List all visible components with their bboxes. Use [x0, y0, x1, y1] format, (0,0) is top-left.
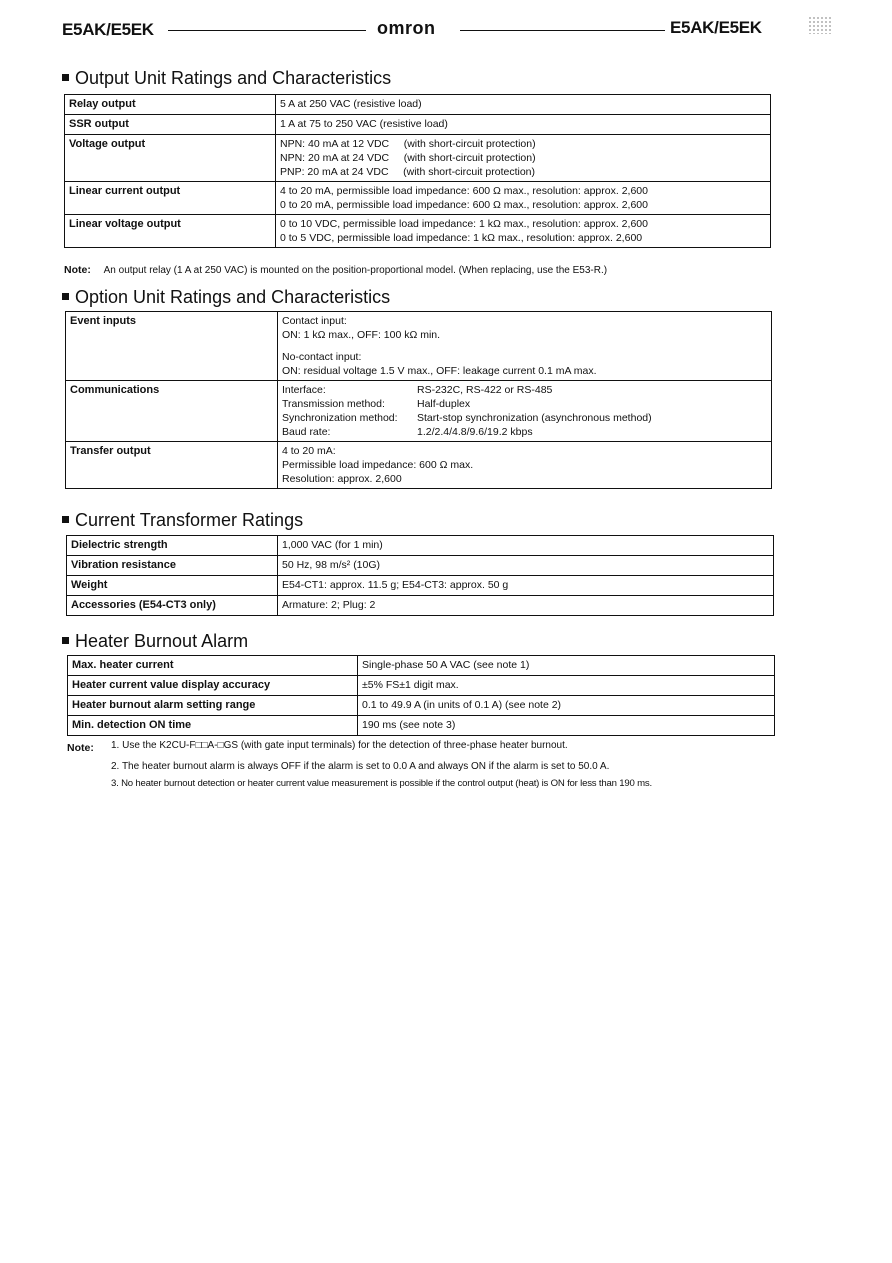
- row-value: [276, 215, 771, 248]
- section-heading-text: Output Unit Ratings and Characteristics: [75, 68, 392, 88]
- heater-note-3: 3. No heater burnout detection or heater current value measurement is possible if the control output (heat) is ON for less than 190 ms.: [111, 778, 652, 789]
- row-label: Heater current value display accuracy: [68, 676, 358, 696]
- value-line: Contact input:: [282, 315, 347, 327]
- value-line: 5 A at 250 VAC (resistive load): [280, 98, 422, 110]
- table-row: [67, 536, 774, 556]
- value-line: 4 to 20 mA, permissible load impedance: 600 Ω max., resolution: approx. 2,600: [280, 185, 648, 197]
- row-label: Max. heater current: [68, 656, 358, 676]
- row-value: Single-phase 50 A VAC (see note 1): [358, 656, 775, 676]
- row-label: Weight: [67, 576, 278, 596]
- table-row: [68, 656, 775, 676]
- table-row: [65, 215, 771, 248]
- value-line: No-contact input:: [282, 351, 362, 363]
- value-line: 0 to 10 VDC, permissible load impedance: 1 kΩ max., resolution: approx. 2,600: [280, 218, 648, 230]
- kv-value: 1.2/2.4/4.8/9.6/19.2 kbps: [417, 426, 533, 438]
- row-value: 1,000 VAC (for 1 min): [278, 536, 774, 556]
- header-rule-left: [168, 30, 366, 31]
- section-heading-option-unit: [62, 287, 390, 308]
- row-label: Transfer output: [66, 442, 278, 489]
- row-value: E54-CT1: approx. 11.5 g; E54-CT3: approx. 50 g: [278, 576, 774, 596]
- value-line: NPN: 20 mA at 24 VDC (with short-circuit protection): [280, 152, 536, 164]
- table-row: [68, 696, 775, 716]
- value-line: NPN: 40 mA at 12 VDC (with short-circuit protection): [280, 138, 536, 150]
- kv-line: [282, 383, 767, 397]
- table-row: [65, 95, 771, 115]
- brand-logo: omron: [377, 18, 436, 38]
- row-label: Accessories (E54-CT3 only): [67, 596, 278, 616]
- value-line: 1 A at 75 to 250 VAC (resistive load): [280, 118, 448, 130]
- value-line: ON: residual voltage 1.5 V max., OFF: leakage current 0.1 mA max.: [282, 365, 597, 377]
- kv-line: [282, 425, 767, 439]
- kv-key: Transmission method:: [282, 398, 385, 410]
- value-line: 0 to 20 mA, permissible load impedance: 600 Ω max., resolution: approx. 2,600: [280, 199, 648, 211]
- kv-value: RS-232C, RS-422 or RS-485: [417, 384, 553, 396]
- heater-table: [67, 655, 775, 736]
- output-unit-table: [64, 94, 771, 248]
- table-row: [66, 381, 772, 442]
- row-value: [278, 442, 772, 489]
- row-value: [276, 95, 771, 115]
- row-value: [276, 115, 771, 135]
- row-label: Linear current output: [65, 182, 276, 215]
- bullet-square-icon: [62, 637, 69, 644]
- header-left-title: E5AK/E5EK: [62, 20, 154, 39]
- header-right-title: E5AK/E5EK: [670, 18, 762, 37]
- row-value: [276, 182, 771, 215]
- table-row: [68, 716, 775, 736]
- ct-table: [66, 535, 774, 616]
- note-text: An output relay (1 A at 250 VAC) is mounted on the position-proportional model. (When replacing, use the E53-R.): [103, 265, 608, 276]
- section-heading-text: Current Transformer Ratings: [75, 510, 304, 530]
- table-row: [65, 115, 771, 135]
- heater-note-2: 2. The heater burnout alarm is always OFF if the alarm is set to 0.0 A and always ON if the alarm is set to 50.0 A.: [111, 761, 610, 772]
- value-line: 0 to 5 VDC, permissible load impedance: 1 kΩ max., resolution: approx. 2,600: [280, 232, 643, 244]
- table-row: [67, 596, 774, 616]
- section-heading-text: Heater Burnout Alarm: [75, 631, 249, 651]
- kv-value: Half-duplex: [417, 398, 471, 410]
- row-value: 190 ms (see note 3): [358, 716, 775, 736]
- table-row: [65, 182, 771, 215]
- heater-note-label: Note:: [67, 742, 94, 754]
- section-heading-current-transformer: [62, 510, 303, 531]
- row-value: Armature: 2; Plug: 2: [278, 596, 774, 616]
- row-label: Relay output: [65, 95, 276, 115]
- kv-key: Baud rate:: [282, 426, 331, 438]
- row-value: ±5% FS±1 digit max.: [358, 676, 775, 696]
- row-label: Vibration resistance: [67, 556, 278, 576]
- table-row: [68, 676, 775, 696]
- section-heading-text: Option Unit Ratings and Characteristics: [75, 287, 391, 307]
- row-label: SSR output: [65, 115, 276, 135]
- kv-key: Interface:: [282, 384, 326, 396]
- note-label: Note:: [64, 264, 91, 276]
- value-line: 4 to 20 mA:: [282, 445, 336, 457]
- row-label: Event inputs: [66, 312, 278, 381]
- table-row: [65, 135, 771, 182]
- bullet-square-icon: [62, 293, 69, 300]
- row-label: Min. detection ON time: [68, 716, 358, 736]
- value-line: PNP: 20 mA at 24 VDC (with short-circuit protection): [280, 166, 536, 178]
- value-line: Permissible load impedance: 600 Ω max.: [282, 459, 474, 471]
- kv-line: [282, 397, 767, 411]
- scan-speck: [808, 16, 832, 34]
- row-label: Linear voltage output: [65, 215, 276, 248]
- table-row: [67, 556, 774, 576]
- bullet-square-icon: [62, 74, 69, 81]
- option-unit-table: [65, 311, 772, 489]
- table-row: [66, 312, 772, 381]
- row-value: [276, 135, 771, 182]
- kv-line: [282, 411, 767, 425]
- table-row: [66, 442, 772, 489]
- row-label: Dielectric strength: [67, 536, 278, 556]
- row-value: 50 Hz, 98 m/s² (10G): [278, 556, 774, 576]
- section-heading-output-unit: [62, 68, 391, 89]
- table-row: [67, 576, 774, 596]
- row-label: Voltage output: [65, 135, 276, 182]
- kv-key: Synchronization method:: [282, 412, 398, 424]
- row-label: Heater burnout alarm setting range: [68, 696, 358, 716]
- output-unit-note: [64, 264, 607, 276]
- row-value: 0.1 to 49.9 A (in units of 0.1 A) (see note 2): [358, 696, 775, 716]
- header-rule-right: [460, 30, 665, 31]
- kv-value: Start-stop synchronization (asynchronous method): [417, 412, 652, 424]
- section-heading-heater-burnout: [62, 631, 248, 652]
- row-label: Communications: [66, 381, 278, 442]
- row-value: [278, 381, 772, 442]
- value-line: Resolution: approx. 2,600: [282, 473, 402, 485]
- row-value: [278, 312, 772, 381]
- heater-note-1: 1. Use the K2CU-F□□A-□GS (with gate input terminals) for the detection of three-phase heater burnout.: [111, 740, 568, 751]
- bullet-square-icon: [62, 516, 69, 523]
- value-line: ON: 1 kΩ max., OFF: 100 kΩ min.: [282, 329, 441, 341]
